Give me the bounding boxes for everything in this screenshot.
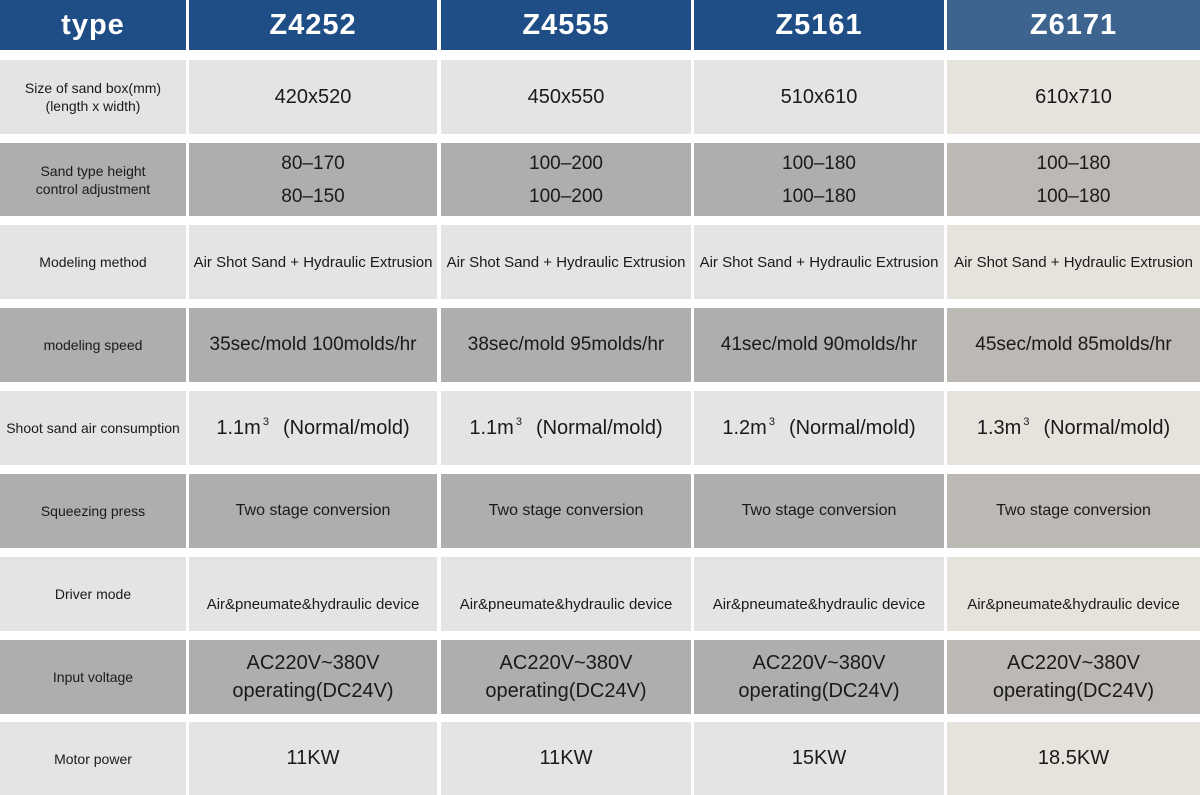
table-cell bbox=[947, 640, 1200, 714]
row-label-line2: (length x width) bbox=[45, 98, 141, 114]
table-cell bbox=[694, 143, 944, 216]
table-cell: 420x520 bbox=[189, 60, 437, 134]
header-model-z5161: Z5161 bbox=[694, 0, 944, 50]
cell-line1: AC220V~380V bbox=[752, 652, 886, 674]
row-label-line1: Size of sand box(mm) bbox=[24, 80, 162, 96]
header-model-z4555: Z4555 bbox=[441, 0, 691, 50]
superscript-3: 3 bbox=[262, 416, 269, 428]
superscript-3: 3 bbox=[515, 416, 522, 428]
table-cell: 41sec/mold 90molds/hr bbox=[694, 308, 944, 382]
table-cell: Air&pneumate&hydraulic device bbox=[947, 557, 1200, 631]
table-cell: Air&pneumate&hydraulic device bbox=[694, 557, 944, 631]
table-cell: Air&pneumate&hydraulic device bbox=[441, 557, 691, 631]
table-row-motor-power bbox=[0, 722, 1200, 795]
air-amount: 1.1m bbox=[469, 417, 514, 439]
table-cell bbox=[441, 391, 691, 465]
superscript-3: 3 bbox=[768, 416, 775, 428]
cell-line2: operating(DC24V) bbox=[738, 680, 900, 702]
air-unit: (Normal/mold) bbox=[282, 417, 410, 439]
cell-line2: operating(DC24V) bbox=[992, 680, 1155, 702]
table-row-sand-height bbox=[0, 143, 1200, 216]
row-label: Modeling method bbox=[0, 225, 186, 299]
row-label bbox=[0, 60, 186, 134]
header-model-z4252: Z4252 bbox=[189, 0, 437, 50]
cell-line1: AC220V~380V bbox=[1007, 652, 1140, 674]
cell-line2: operating(DC24V) bbox=[485, 680, 647, 702]
table-row-air-consumption bbox=[0, 391, 1200, 465]
cell-line2: 100–180 bbox=[782, 185, 856, 207]
row-label: Driver mode bbox=[0, 557, 186, 631]
table-cell: Two stage conversion bbox=[441, 474, 691, 548]
table-cell: 35sec/mold 100molds/hr bbox=[189, 308, 437, 382]
table-cell: Air Shot Sand + Hydraulic Extrusion bbox=[947, 225, 1200, 299]
row-label: Input voltage bbox=[0, 640, 186, 714]
table-cell: 450x550 bbox=[441, 60, 691, 134]
table-cell bbox=[441, 143, 691, 216]
air-amount: 1.1m bbox=[216, 417, 261, 439]
table-row-modeling-method bbox=[0, 225, 1200, 299]
table-cell: 18.5KW bbox=[947, 722, 1200, 795]
header-model-z6171: Z6171 bbox=[947, 0, 1200, 50]
row-label: Motor power bbox=[0, 722, 186, 795]
row-label-line1: Sand type height bbox=[40, 162, 146, 179]
table-cell: Two stage conversion bbox=[947, 474, 1200, 548]
row-label: modeling speed bbox=[0, 308, 186, 382]
row-label-line2: control adjustment bbox=[35, 180, 151, 197]
cell-line1: 80–170 bbox=[281, 152, 345, 174]
air-amount: 1.2m bbox=[722, 417, 767, 439]
row-label bbox=[0, 143, 186, 216]
air-unit: (Normal/mold) bbox=[788, 417, 916, 439]
table-cell bbox=[947, 391, 1200, 465]
cell-line1: AC220V~380V bbox=[499, 652, 633, 674]
table-header-row bbox=[0, 0, 1200, 50]
table-cell: Air Shot Sand + Hydraulic Extrusion bbox=[694, 225, 944, 299]
table-cell bbox=[694, 391, 944, 465]
table-cell bbox=[441, 640, 691, 714]
cell-line1: AC220V~380V bbox=[246, 652, 380, 674]
table-cell: Two stage conversion bbox=[694, 474, 944, 548]
air-unit: (Normal/mold) bbox=[1043, 417, 1171, 439]
table-cell bbox=[694, 640, 944, 714]
cell-line1: 100–180 bbox=[1036, 152, 1111, 174]
header-type-label: type bbox=[0, 0, 186, 50]
cell-line2: 100–180 bbox=[1036, 185, 1111, 207]
table-cell bbox=[189, 143, 437, 216]
table-cell: 11KW bbox=[189, 722, 437, 795]
table-cell: 15KW bbox=[694, 722, 944, 795]
row-label: Squeezing press bbox=[0, 474, 186, 548]
table-cell: 610x710 bbox=[947, 60, 1200, 134]
air-unit: (Normal/mold) bbox=[535, 417, 663, 439]
table-cell: Air Shot Sand + Hydraulic Extrusion bbox=[441, 225, 691, 299]
table-cell: Two stage conversion bbox=[189, 474, 437, 548]
cell-line2: 80–150 bbox=[281, 185, 345, 207]
table-row-modeling-speed bbox=[0, 308, 1200, 382]
table-cell: Air Shot Sand + Hydraulic Extrusion bbox=[189, 225, 437, 299]
table-row-squeezing-press bbox=[0, 474, 1200, 548]
table-cell bbox=[189, 640, 437, 714]
table-cell: 510x610 bbox=[694, 60, 944, 134]
cell-line2: 100–200 bbox=[529, 185, 603, 207]
table-cell: 38sec/mold 95molds/hr bbox=[441, 308, 691, 382]
table-cell: Air&pneumate&hydraulic device bbox=[189, 557, 437, 631]
table-cell bbox=[947, 143, 1200, 216]
row-label: Shoot sand air consumption bbox=[0, 391, 186, 465]
cell-line1: 100–200 bbox=[529, 152, 603, 174]
superscript-3: 3 bbox=[1023, 416, 1030, 428]
table-row-driver-mode bbox=[0, 557, 1200, 631]
table-cell bbox=[189, 391, 437, 465]
cell-line2: operating(DC24V) bbox=[232, 680, 394, 702]
table-cell: 11KW bbox=[441, 722, 691, 795]
table-row-input-voltage bbox=[0, 640, 1200, 714]
table-row-sand-box-size bbox=[0, 60, 1200, 134]
air-amount: 1.3m bbox=[976, 417, 1022, 439]
cell-line1: 100–180 bbox=[782, 152, 856, 174]
table-cell: 45sec/mold 85molds/hr bbox=[947, 308, 1200, 382]
